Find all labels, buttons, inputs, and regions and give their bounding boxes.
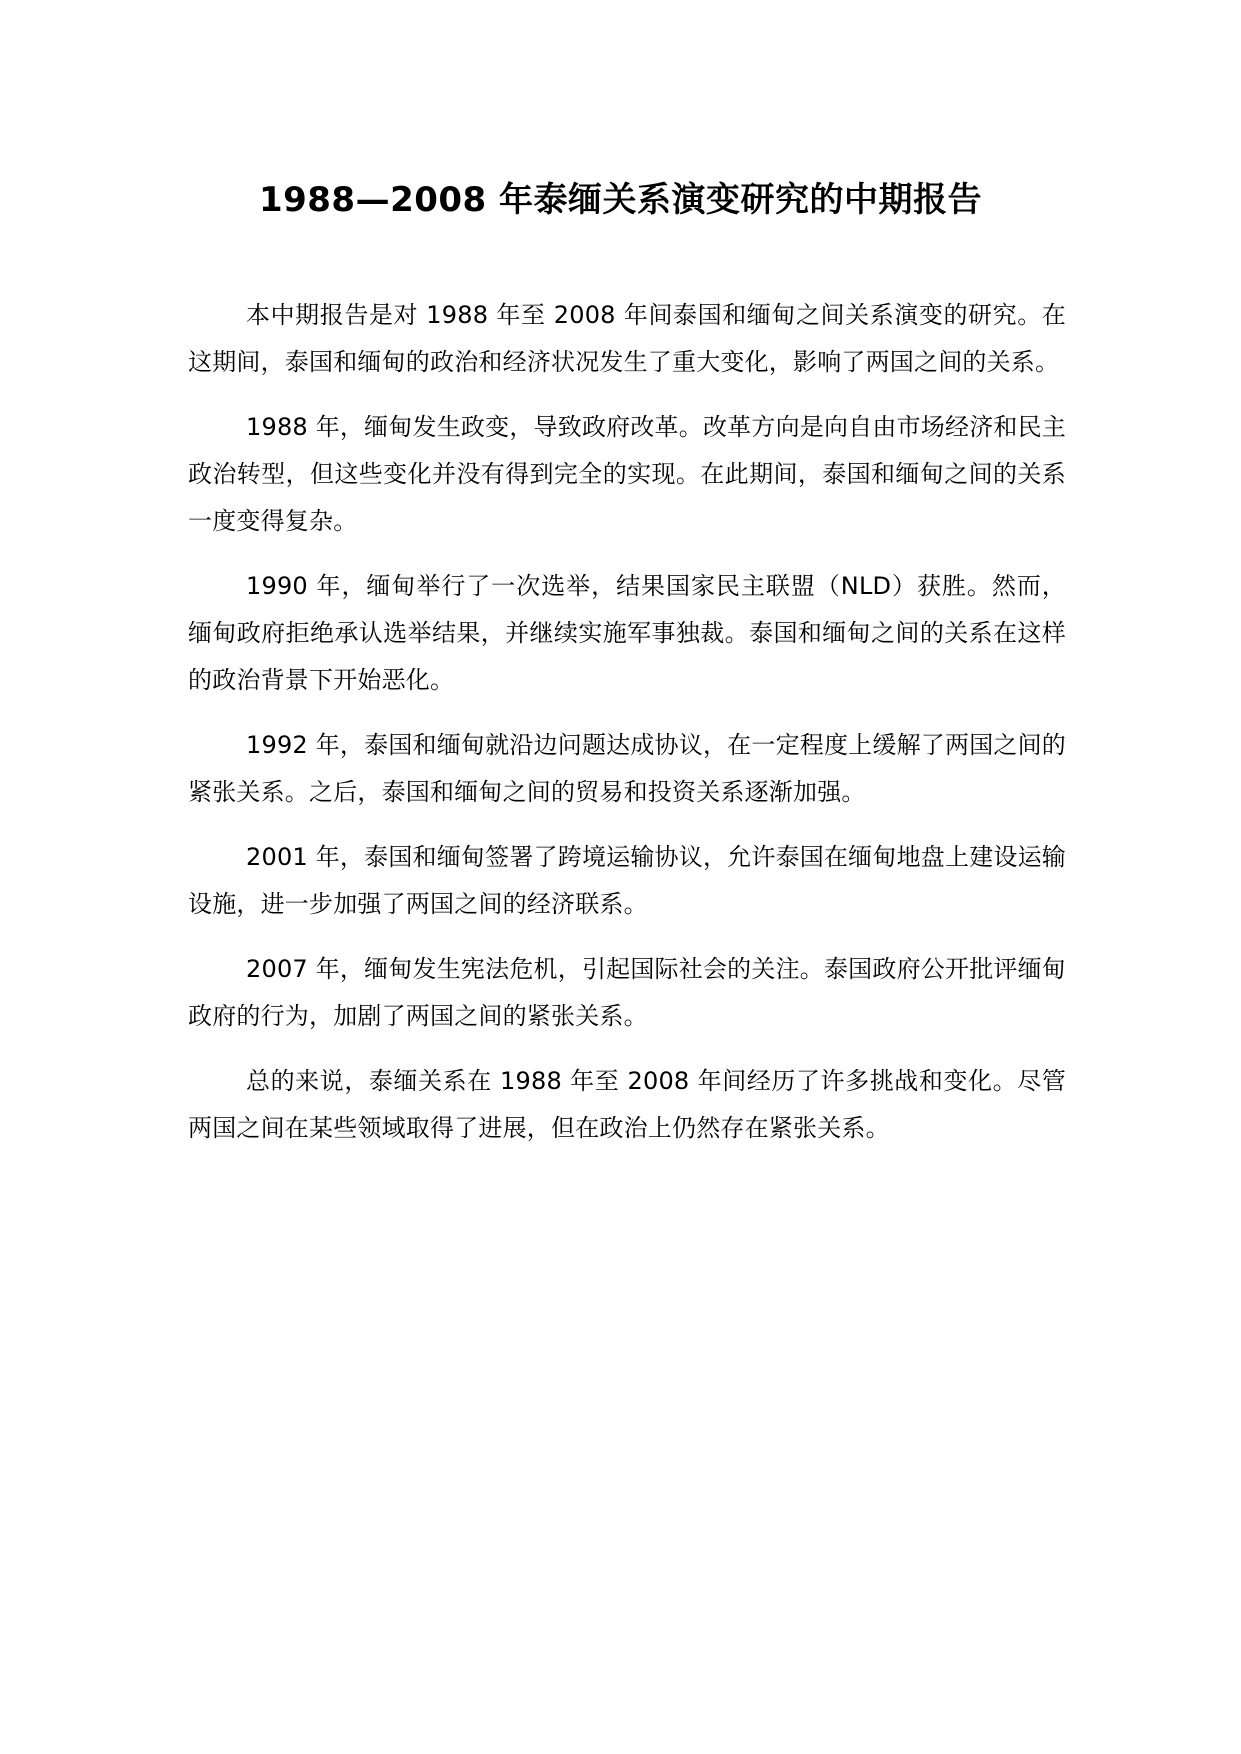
paragraph-conclusion: 总的来说，泰缅关系在 1988 年至 2008 年间经历了许多挑战和变化。尽管两国之间在某些领域取得了进展，但在政治上仍然存在紧张关系。 xyxy=(188,1067,1066,1142)
paragraph-1992: 1992 年，泰国和缅甸就沿边问题达成协议，在一定程度上缓解了两国之间的紧张关系。之后，泰国和缅甸之间的贸易和投资关系逐渐加强。 xyxy=(188,731,1066,806)
paragraph-intro: 本中期报告是对 1988 年至 2008 年间泰国和缅甸之间关系演变的研究。在这期间，泰国和缅甸的政治和经济状况发生了重大变化，影响了两国之间的关系。 xyxy=(188,301,1066,376)
paragraph-2007: 2007 年，缅甸发生宪法危机，引起国际社会的关注。泰国政府公开批评缅甸政府的行为，加剧了两国之间的紧张关系。 xyxy=(188,955,1066,1030)
paragraph-2001: 2001 年，泰国和缅甸签署了跨境运输协议，允许泰国在缅甸地盘上建设运输设施，进一步加强了两国之间的经济联系。 xyxy=(188,843,1066,918)
document-body xyxy=(188,292,1066,1170)
paragraph-1990: 1990 年，缅甸举行了一次选举，结果国家民主联盟（NLD）获胜。然而，缅甸政府拒绝承认选举结果，并继续实施军事独裁。泰国和缅甸之间的关系在这样的政治背景下开始恶化。 xyxy=(188,572,1066,694)
paragraph-1988: 1988 年，缅甸发生政变，导致政府改革。改革方向是向自由市场经济和民主政治转型，但这些变化并没有得到完全的实现。在此期间，泰国和缅甸之间的关系一度变得复杂。 xyxy=(188,413,1066,535)
document-title: 1988—2008 年泰缅关系演变研究的中期报告 xyxy=(258,180,983,220)
